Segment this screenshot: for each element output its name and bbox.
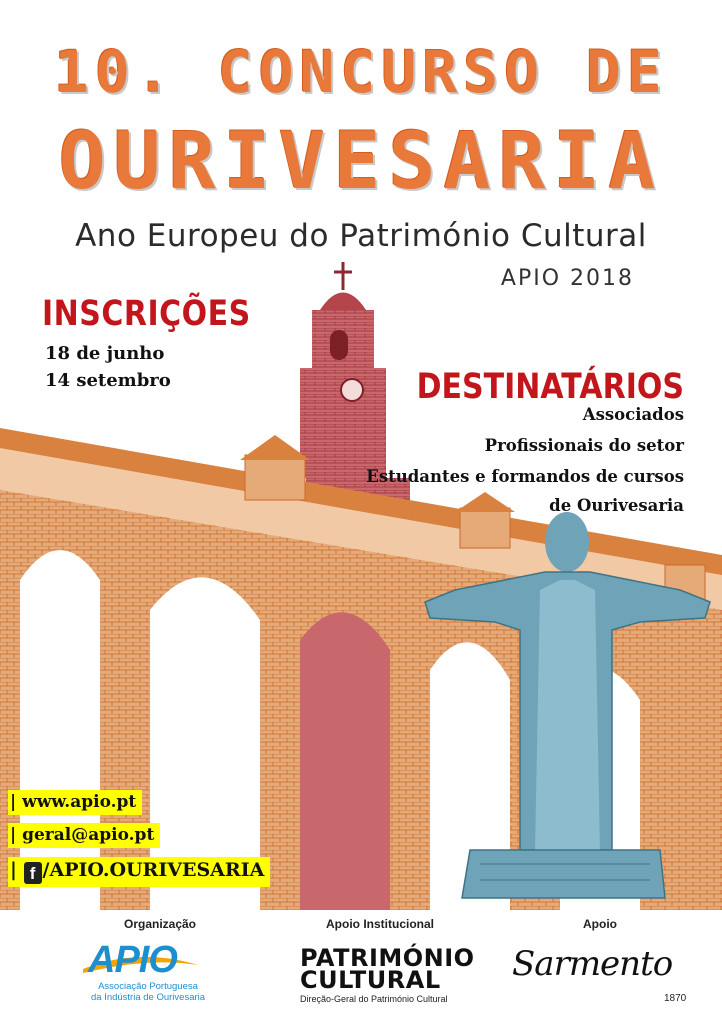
organization-label: Organização	[123, 917, 197, 931]
registration-heading: INSCRIÇÕES	[42, 294, 251, 335]
apio-tagline: da Indústria de Ourivesaria	[90, 992, 206, 1003]
facebook-prefix: |	[10, 859, 24, 881]
audience-item: de Ourivesaria	[549, 496, 684, 515]
audience-heading: DESTINATÁRIOS	[416, 367, 684, 408]
audience-item: Associados	[582, 405, 684, 424]
subtitle: Ano Europeu do Património Cultural	[75, 218, 647, 254]
patrimonio-logo-line2: CULTURAL	[300, 966, 441, 994]
audience-item: Profissionais do setor	[484, 436, 684, 455]
website-link[interactable]: | www.apio.pt	[8, 790, 142, 815]
title-line-1: 10. CONCURSO DE	[54, 38, 668, 106]
apio-logo: APIO	[88, 939, 177, 981]
email-link[interactable]: | geral@apio.pt	[8, 823, 160, 848]
support-label: Apoio	[583, 917, 617, 931]
facebook-handle: /APIO.OURIVESARIA	[42, 859, 265, 881]
registration-end-date: 14 setembro	[45, 370, 171, 391]
audience-item: Estudantes e formandos de cursos	[366, 467, 684, 486]
facebook-link[interactable]	[8, 857, 270, 887]
sarmento-signature-logo: Sarmento	[512, 944, 673, 984]
patrimonio-logo-line1: PATRIMÓNIO	[300, 944, 475, 972]
sarmento-year: 1870	[664, 993, 687, 1004]
facebook-icon: f	[24, 862, 42, 884]
apio-tagline: Associação Portuguesa	[98, 981, 198, 992]
institutional-support-label: Apoio Institucional	[326, 917, 434, 931]
patrimonio-tagline: Direção-Geral do Património Cultural	[300, 994, 448, 1004]
edition-label: APIO 2018	[500, 266, 634, 291]
registration-start-date: 18 de junho	[45, 343, 165, 364]
title-line-2: OURIVESARIA	[58, 117, 664, 207]
